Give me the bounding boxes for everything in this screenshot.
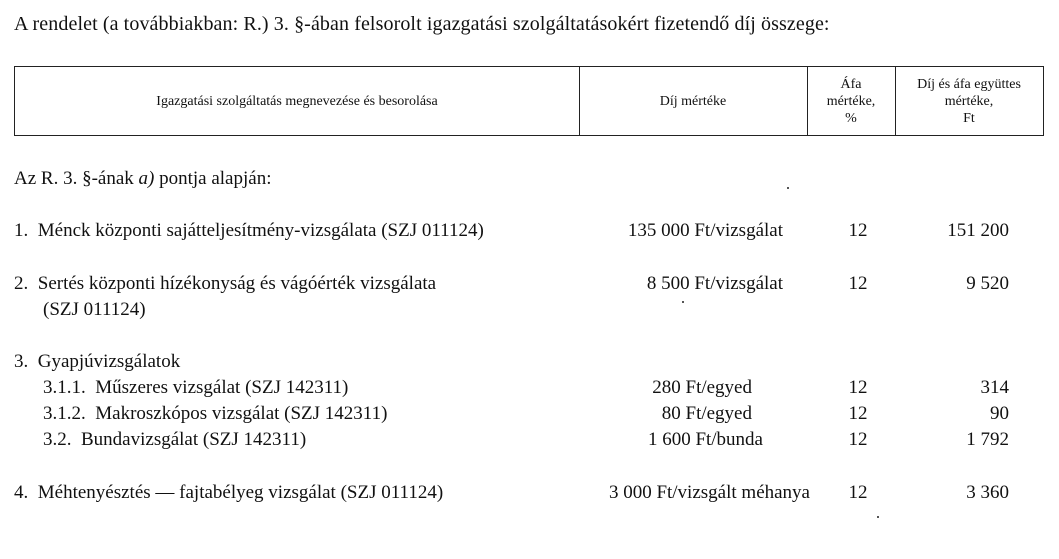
row-fee: 80 Ft/egyed xyxy=(661,403,752,424)
intro-text: A rendelet (a továbbiakban: R.) 3. §-ában felsorolt igazgatási szolgáltatásokért fizetendő díj összege: xyxy=(14,13,830,35)
row-total: 90 xyxy=(990,403,1009,424)
scan-speck xyxy=(787,187,789,189)
row-vat: 12 xyxy=(848,429,868,450)
row-vat: 12 xyxy=(848,273,868,294)
row-vat: 12 xyxy=(848,377,868,398)
table-row: 1. Ménck központi sajátteljesítmény-vizsgálata (SZJ 011124) xyxy=(14,220,484,241)
table-row: 4. Méhtenyésztés — fajtabélyeg vizsgálat (SZJ 011124) xyxy=(14,482,444,503)
row-vat: 12 xyxy=(848,220,868,241)
header-name: Igazgatási szolgáltatás megnevezése és besorolása xyxy=(156,93,438,109)
scan-speck xyxy=(682,301,684,303)
row-fee: 1 600 Ft/bunda xyxy=(647,429,763,450)
section-title: Az R. 3. §-ának a) pontja alapján: xyxy=(14,168,272,189)
row-fee: 8 500 Ft/vizsgálat xyxy=(646,273,783,294)
row-total: 3 360 xyxy=(966,482,1009,503)
row-fee: 280 Ft/egyed xyxy=(652,377,752,398)
header-vat: Áfa mértéke, % xyxy=(826,76,876,126)
row-total: 1 792 xyxy=(966,429,1009,450)
header-fee: Díj mértéke xyxy=(659,93,727,109)
scan-speck xyxy=(877,516,879,518)
header-total: Díj és áfa együttes mértéke, Ft xyxy=(917,76,1021,126)
table-header xyxy=(14,66,1044,136)
row-vat: 12 xyxy=(848,403,868,424)
row-vat: 12 xyxy=(848,482,868,503)
table-row: 3.1.1. Műszeres vizsgálat (SZJ 142311) xyxy=(43,377,349,398)
row-name-continued: (SZJ 011124) xyxy=(43,299,146,320)
table-row: 3.1.2. Makroszkópos vizsgálat (SZJ 142311) xyxy=(43,403,388,424)
row-fee: 3 000 Ft/vizsgált méhanya xyxy=(608,482,810,503)
row-total: 9 520 xyxy=(966,273,1009,294)
row-fee: 135 000 Ft/vizsgálat xyxy=(627,220,783,241)
table-row: 3.2. Bundavizsgálat (SZJ 142311) xyxy=(43,429,307,450)
table-row: 2. Sertés központi hízékonyság és vágóérték vizsgálata xyxy=(14,273,437,294)
row-total: 151 200 xyxy=(947,220,1009,241)
row-total: 314 xyxy=(980,377,1009,398)
table-row: 3. Gyapjúvizsgálatok xyxy=(14,351,181,372)
